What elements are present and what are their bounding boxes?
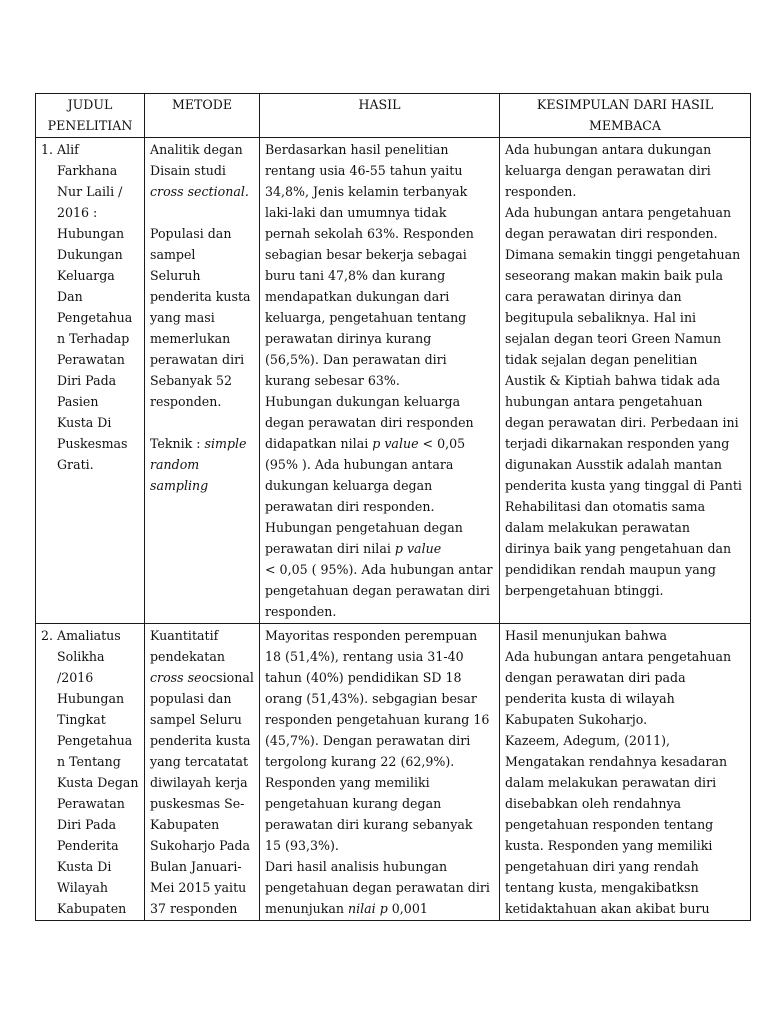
row1-metode-line: Seluruh — [150, 268, 201, 283]
row1-kesimpulan-cell — [500, 138, 751, 624]
row1-hasil-line: (95% ). Ada hubungan antara — [265, 457, 454, 472]
row2-title-line: Kusta Di — [57, 859, 112, 874]
row1-technique-label: Teknik : — [150, 436, 205, 451]
row2-metode-line: Bulan Januari- — [150, 859, 242, 874]
row2-kesimpulan-line: dalam melakukan perawatan diri — [505, 775, 717, 790]
row1-pvalue-term: p value — [394, 541, 442, 556]
row1-kesimpulan-line: terjadi dikarnakan responden yang — [505, 436, 730, 451]
row2-title-line: Kabupaten — [57, 901, 127, 916]
row1-title-line: Kusta Di — [57, 415, 112, 430]
row2-pvalue-term: nilai p — [348, 901, 388, 916]
row2-hasil-line: perawatan diri kurang sebanyak — [265, 817, 473, 832]
row1-title-line: Pasien — [57, 394, 99, 409]
row1-hasil-line: Hubungan dukungan keluarga — [265, 394, 461, 409]
row1-title-line: Keluarga — [57, 268, 115, 283]
row2-metode-line: 37 responden — [150, 901, 238, 916]
row2-hasil-line: 15 (93,3%). — [265, 838, 339, 853]
row1-title-line: Puskesmas — [57, 436, 128, 451]
row2-title-line: Kusta Degan — [57, 775, 139, 790]
row1-judul-cell — [36, 138, 145, 624]
row1-title-line: Nur Laili / — [57, 184, 123, 199]
row2-kesimpulan-line: pengetahuan responden tentang — [505, 817, 714, 832]
row2-title-line: Tingkat — [57, 712, 106, 727]
row1-hasil-line: keluarga, pengetahuan tentang — [265, 310, 467, 325]
row1-kesimpulan-line: Austik & Kiptiah bahwa tidak ada — [505, 373, 721, 388]
row1-hasil-line: rentang usia 46-55 tahun yaitu — [265, 163, 463, 178]
row1-kesimpulan-line: cara perawatan dirinya dan — [505, 289, 682, 304]
row2-metode-line: diwilayah kerja — [150, 775, 248, 790]
row1-hasil-line: pernah sekolah 63%. Responden — [265, 226, 474, 241]
row2-metode-cell — [145, 624, 260, 921]
row1-hasil-line: Berdasarkan hasil penelitian — [265, 142, 449, 157]
row2-kesimpulan-line: penderita kusta di wilayah — [505, 691, 675, 706]
row1-title-line: Hubungan — [57, 226, 125, 241]
row1-kesimpulan-line: digunakan Ausstik adalah mantan — [505, 457, 722, 472]
row1-hasil-line: perawatan diri responden. — [265, 499, 435, 514]
row1-metode-line: Disain studi — [150, 163, 226, 178]
header-hasil: HASIL — [260, 94, 500, 138]
row2-metode-line: penderita kusta — [150, 733, 251, 748]
row1-title-line: Pengetahua — [57, 310, 133, 325]
row1-kesimpulan-line: degan perawatan diri. Perbedaan ini — [505, 415, 739, 430]
row1-number: 1. — [41, 142, 54, 157]
row1-metode-line: perawatan diri — [150, 352, 245, 367]
row1-kesimpulan-line: sejalan degan teori Green Namun — [505, 331, 722, 346]
table-header-row — [36, 94, 751, 138]
row1-hasil-text: didapatkan nilai — [265, 436, 373, 451]
row2-metode-line: Kuantitatif — [150, 628, 219, 643]
row2-title-line: Amaliatus — [57, 628, 121, 643]
header-judul-penelitian: JUDUL PENELITIAN — [36, 94, 145, 138]
table-row — [36, 624, 751, 921]
row2-kesimpulan-line: ketidaktahuan akan akibat buru — [505, 901, 710, 916]
row1-kesimpulan-line: berpengetahuan btinggi. — [505, 583, 664, 598]
row2-kesimpulan-line: Ada hubungan antara pengetahuan — [505, 649, 732, 664]
row1-title-line: Perawatan — [57, 352, 125, 367]
row1-title-line: n Terhadap — [57, 331, 130, 346]
row2-hasil-line: Dari hasil analisis hubungan — [265, 859, 448, 874]
row1-kesimpulan-line: Rehabilitasi dan otomatis sama — [505, 499, 706, 514]
row1-hasil-text: < 0,05 — [418, 436, 466, 451]
row2-hasil-cell — [260, 624, 500, 921]
row1-title-line: Dukungan — [57, 247, 123, 262]
row1-title-line: Farkhana — [57, 163, 118, 178]
row2-title-line: Perawatan — [57, 796, 125, 811]
row1-hasil-text: perawatan diri nilai — [265, 541, 395, 556]
row1-hasil-line: Hubungan pengetahuan degan — [265, 520, 463, 535]
row2-metode-line: puskesmas Se- — [150, 796, 245, 811]
row2-title-line: Penderita — [57, 838, 119, 853]
row1-hasil-line: perawatan dirinya kurang — [265, 331, 432, 346]
row1-metode-line: Sebanyak 52 — [150, 373, 233, 388]
row1-kesimpulan-line: Dimana semakin tinggi pengetahuan — [505, 247, 741, 262]
row2-title-line: Solikha — [57, 649, 105, 664]
row2-hasil-text: 0,001 — [387, 901, 428, 916]
row1-metode-line: cross sectional. — [150, 184, 249, 199]
row1-kesimpulan-line: responden. — [505, 184, 577, 199]
row2-title-line: n Tentang — [57, 754, 121, 769]
row1-title-line: Grati. — [57, 457, 94, 472]
row2-hasil-line: tergolong kurang 22 (62,9%). — [265, 754, 455, 769]
row2-metode-line: pendekatan — [150, 649, 225, 664]
row2-kesimpulan-cell — [500, 624, 751, 921]
row1-title-line: 2016 : — [57, 205, 98, 220]
row2-judul-cell — [36, 624, 145, 921]
row2-hasil-line: orang (51,43%). sebgagian besar — [265, 691, 477, 706]
row2-hasil-text: menunjukan — [265, 901, 348, 916]
row2-hasil-line: responden pengetahuan kurang 16 — [265, 712, 490, 727]
row1-technique-term: sampling — [150, 478, 209, 493]
row1-kesimpulan-line: keluarga dengan perawatan diri — [505, 163, 711, 178]
row1-kesimpulan-line: Ada hubungan antara dukungan — [505, 142, 712, 157]
row1-hasil-line: 34,8%, Jenis kelamin terbanyak — [265, 184, 468, 199]
row2-metode-term: cross se — [150, 670, 202, 685]
row2-hasil-line: Mayoritas responden perempuan — [265, 628, 478, 643]
row1-title-line: Diri Pada — [57, 373, 117, 388]
row1-metode-line: memerlukan — [150, 331, 231, 346]
literature-review-table — [35, 93, 751, 921]
row1-kesimpulan-line: dalam melakukan perawatan — [505, 520, 690, 535]
row1-technique-term: simple — [204, 436, 247, 451]
row1-kesimpulan-line: hubungan antara pengetahuan — [505, 394, 703, 409]
row1-title — [41, 139, 139, 475]
row2-title — [41, 625, 139, 919]
row2-title-line: Pengetahua — [57, 733, 133, 748]
row2-title-line: Diri Pada — [57, 817, 117, 832]
row1-hasil-line: (56,5%). Dan perawatan diri — [265, 352, 447, 367]
row1-metode-line: yang masi — [150, 310, 215, 325]
row2-kesimpulan-line: Kabupaten Sukoharjo. — [505, 712, 648, 727]
row2-hasil-line: pengetahuan kurang degan — [265, 796, 442, 811]
row2-kesimpulan-line: dengan perawatan diri pada — [505, 670, 686, 685]
row1-kesimpulan-line: seseorang makan makin baik pula — [505, 268, 723, 283]
row2-metode-line: Kabupaten — [150, 817, 220, 832]
row2-metode-line: sampel Seluru — [150, 712, 242, 727]
row2-title-line: Hubungan — [57, 691, 125, 706]
row2-metode-line: Sukoharjo Pada — [150, 838, 251, 853]
row2-kesimpulan-line: tentang kusta, mengakibatksn — [505, 880, 699, 895]
row1-kesimpulan-line: begitupula sebaliknya. Hal ini — [505, 310, 697, 325]
row1-hasil-line: dukungan keluarga degan — [265, 478, 433, 493]
row1-kesimpulan-line: dirinya baik yang pengetahuan dan — [505, 541, 732, 556]
row2-hasil-line: (45,7%). Dengan perawatan diri — [265, 733, 471, 748]
table-row — [36, 138, 751, 624]
row2-metode-line: populasi dan — [150, 691, 232, 706]
row1-hasil-line: responden. — [265, 604, 337, 619]
row2-kesimpulan-line: Hasil menunjukan bahwa — [505, 628, 667, 643]
row1-title-line: Dan — [57, 289, 83, 304]
row2-title-line: /2016 — [57, 670, 94, 685]
row2-hasil-line: 18 (51,4%), rentang usia 31-40 — [265, 649, 464, 664]
row1-metode-line: responden. — [150, 394, 222, 409]
row2-hasil-line: tahun (40%) pendidikan SD 18 — [265, 670, 462, 685]
row2-metode-line: yang tercatatat — [150, 754, 249, 769]
row1-hasil-line: laki-laki dan umumnya tidak — [265, 205, 447, 220]
row1-kesimpulan-line: pendidikan rendah maupun yang — [505, 562, 716, 577]
row1-technique-term: random — [150, 457, 200, 472]
row2-kesimpulan-line: disebabkan oleh rendahnya — [505, 796, 682, 811]
row1-title-line: Alif — [57, 142, 79, 157]
row1-kesimpulan-line: penderita kusta yang tinggal di Panti — [505, 478, 742, 493]
header-kesimpulan: KESIMPULAN DARI HASIL MEMBACA — [500, 94, 751, 138]
row2-title-line: Wilayah — [57, 880, 109, 895]
row1-kesimpulan-line: Ada hubungan antara pengetahuan — [505, 205, 732, 220]
row2-kesimpulan-line: Mengatakan rendahnya kesadaran — [505, 754, 728, 769]
row1-metode-line: penderita kusta — [150, 289, 251, 304]
row1-metode-line: Analitik degan — [150, 142, 243, 157]
row2-kesimpulan-line: kusta. Responden yang memiliki — [505, 838, 713, 853]
row1-hasil-cell — [260, 138, 500, 624]
row1-metode-line: Populasi dan — [150, 226, 232, 241]
row1-metode-cell — [145, 138, 260, 624]
row1-pvalue-term: p value — [372, 436, 419, 451]
row1-hasil-line: degan perawatan diri responden — [265, 415, 474, 430]
row2-metode-text: ocsional — [201, 670, 254, 685]
row2-hasil-line: Responden yang memiliki — [265, 775, 430, 790]
row1-hasil-line: buru tani 47,8% dan kurang — [265, 268, 446, 283]
row2-kesimpulan-line: pengetahuan diri yang rendah — [505, 859, 699, 874]
row1-hasil-line: kurang sebesar 63%. — [265, 373, 400, 388]
row2-kesimpulan-line: Kazeem, Adegum, (2011), — [505, 733, 671, 748]
row1-hasil-line: sebagian besar bekerja sebagai — [265, 247, 467, 262]
row2-metode-line: Mei 2015 yaitu — [150, 880, 247, 895]
row2-number: 2. — [41, 628, 54, 643]
row2-hasil-line: pengetahuan degan perawatan diri — [265, 880, 490, 895]
row1-metode-line: sampel — [150, 247, 196, 262]
row1-hasil-line: mendapatkan dukungan dari — [265, 289, 450, 304]
row1-kesimpulan-line: degan perawatan diri responden. — [505, 226, 718, 241]
row1-kesimpulan-line: tidak sejalan degan penelitian — [505, 352, 698, 367]
row1-hasil-line: pengetahuan degan perawatan diri — [265, 583, 490, 598]
row1-hasil-line: < 0,05 ( 95%). Ada hubungan antar — [265, 562, 493, 577]
header-metode: METODE — [145, 94, 260, 138]
